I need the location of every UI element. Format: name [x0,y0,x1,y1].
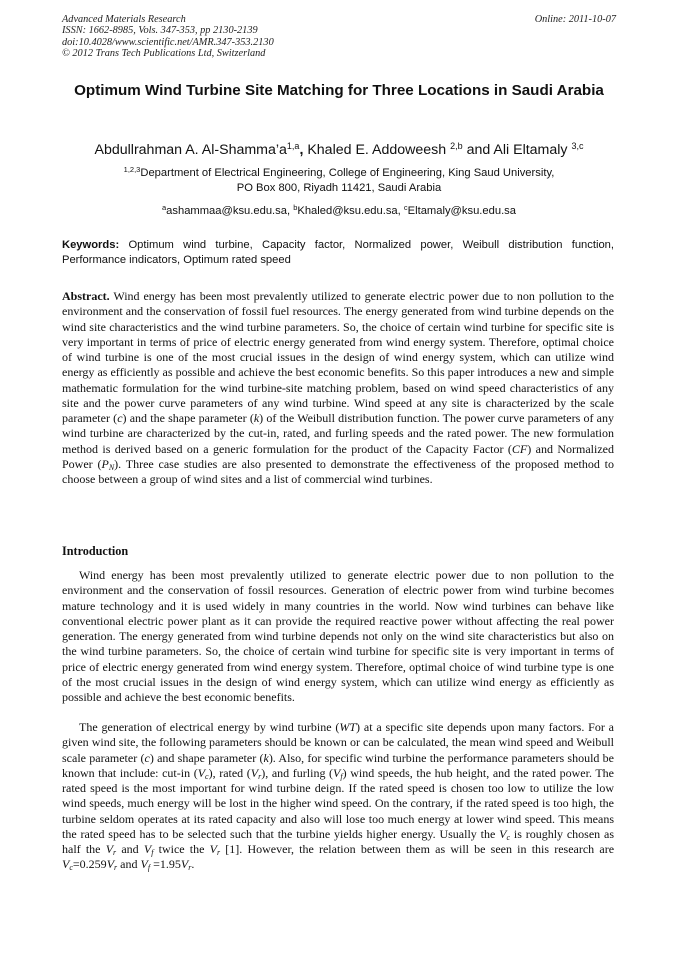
author-list: Abdullrahman A. $Al-Shamma’a^{1,a}$, Khaled E. Addoweesh $^{2,b}$ and Ali Eltamaly $^{3,c}$ [94,141,584,158]
abstract: Abstract. Wind energy has been most prevalently utilized to generate electric power due to non pollution to the environment and the conservation of fossil fuel resources. The energy generated from wind turbine depends on the wind site characteristics and the wind turbine parameters. So, the choice of certain wind turbine for specific site is very important in terms of price of electric energy generated from wind energy system. Therefore, optimal choice of wind turbine is one of the most crucial issues in the design of wind energy system, which can utilize wind energy as efficiently as possible and achieve the best economic benefits. So this paper introduces a new and simple mathematic formulation for the wind turbine-site matching problem, based on wind speed characteristics of any site and the power curve parameters of any wind turbine. Wind speed at any site is characterized by the scale parameter (c) and the shape parameter (k) of the Weibull distribution function. The power curve parameters of any wind turbine are characterized by the cut-in, rated, and furling speeds and the rated power. The new formulation method is derived based on a generic formulation for the product of the Capacity Factor (CF) and Normalized Power $(P_N)$. Three case studies are also presented to demonstrate the effectiveness of the proposed method to choose between a group of wind sites and a list of commercial wind turbines. [62,289,615,486]
author-superscript: 1,a [286,141,300,151]
keywords-label: Keywords: [62,239,120,251]
paper-title: Optimum Wind Turbine Site Matching for Three Locations in Saudi Arabia [74,82,604,99]
section-heading: Introduction [62,544,129,558]
intro-paragraph: Wind energy has been most prevalently utilized to generate electric power due to non pollution to the environment and the conservation of fossil resources. Generation of electric power from wind turbine becomes mature technology and it is used widely in many countries in the world. Now wind turbines can behave like conventional electric power plant as it can provide the required reactive power without affecting the real power generation. The energy generated from wind turbine depends not only on the wind site characteristics but also on the wind turbine parameters. So, the choice of certain wind turbine for specific site is very important in terms of price of electric energy generated from wind energy system. Therefore, optimal choice of wind turbine type is one of the most crucial issues in the design of wind energy system, which can utilize wind energy as efficiently as possible and achieve the best economic benefits. [62,568,614,704]
author-name: Khaled E. Addoweesh [307,142,447,158]
keywords [62,238,614,267]
email-link[interactable]: ashammaa@ksu.edu.sa [166,205,287,217]
email-link[interactable]: Khaled@ksu.edu.sa [297,205,398,217]
doi-line: doi:10.4028/www.scientific.net/AMR.347-353.2130 [62,36,274,48]
author-superscript: 3,c [571,141,584,151]
intro-paragraph: The generation of electrical energy by wind turbine (WT) at a specific site depends upon many factors. For a given wind site, the following parameters should be known or can be calculated, the mean wind speed and Weibull scale parameter (c) and shape parameter (k). Also, for specific wind turbine the performance parameters should be known that include: cut-in $(V_c)$, rated $(V_r)$, and furling $(V_f)$ wind speeds, the hub height, and the rated power. The rated speed is the most important for wind turbine deign. If the rated speed is chosen too low to utilize the low wind speeds, much energy will be lost in the higher wind speed. On the contrary, if the rated speed is too high, the turbine seldom operates at its rated capacity and also will lose too much energy at lower wind speed. This means the rated speed has to be selected such that the turbine yields higher energy. Usually the $V_c$ is roughly chosen as half the $V_r$ and $V_f$ twice the $V_r$ [1]. However, the relation between them as will be seen in this research are $V_c=0.259V_r$ and $V_f =1.95V_r$. [62,720,615,873]
copyright-line: © 2012 Trans Tech Publications Ltd, Switzerland [62,48,266,60]
online-date: Online: 2011-10-07 [534,14,616,25]
affiliation: $^{1,2,3}$Department of Electrical Engineering, College of Engineering, King Saud University, PO Box 800, Riyadh 11421, Saudi Arabia [62,166,616,196]
email-link[interactable]: Eltamaly@ksu.edu.sa [407,205,517,217]
affiliation-line: Department of Electrical Engineering, College of Engineering, King Saud University, [140,167,555,179]
journal-header [62,14,274,60]
author-superscript: 2,b [450,141,463,151]
author-name: Abdullrahman A. Al-Shamma’a [94,142,287,158]
abstract-label: Abstract. [62,289,110,303]
journal-name: Advanced Materials Research [62,14,186,25]
author-emails: $^a$ashammaa@ksu.edu.sa, $^b$Khaled@ksu.edu.sa, $^c$Eltamaly@ksu.edu.sa [161,203,517,217]
keywords-text: Optimum wind turbine, Capacity factor, Normalized power, Weibull distribution function, Performance indicators, Optimum rated speed [62,239,615,266]
issn-line: ISSN: 1662-8985, Vols. 347-353, pp 2130-2139 [62,25,258,37]
affiliation-line: PO Box 800, Riyadh 11421, Saudi Arabia [236,182,442,194]
author-name: Ali Eltamaly [493,142,568,158]
